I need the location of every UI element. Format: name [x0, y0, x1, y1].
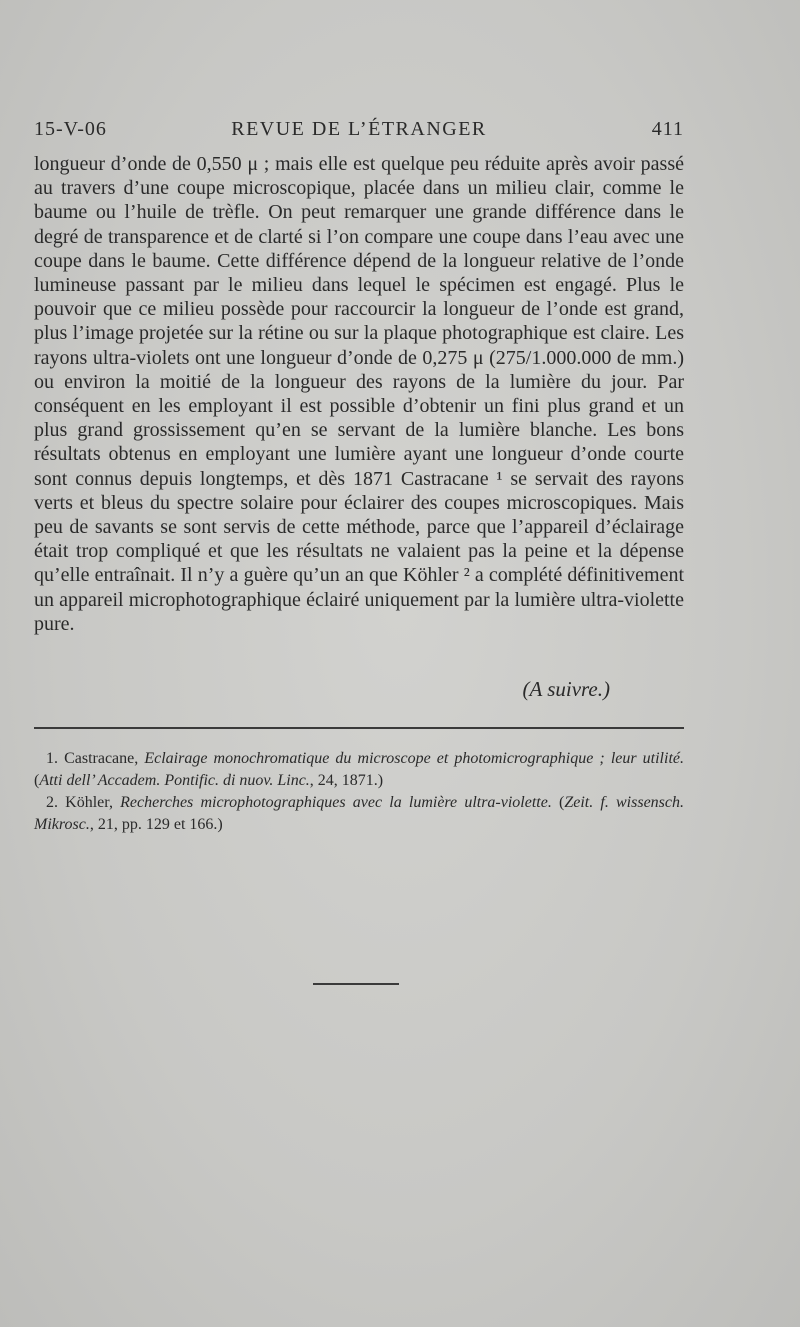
- footnote-number: 2.: [46, 794, 58, 811]
- footnote-title: Eclairage monochromatique du microscope et photomicrographique ; leur utilité.: [144, 750, 684, 767]
- header-date: 15-V-06: [34, 118, 107, 140]
- header-title: REVUE DE L’ÉTRANGER: [231, 118, 487, 140]
- footnote-author: Köhler,: [65, 794, 113, 811]
- footnote-source-title: Atti dell’ Accadem. Pontific. di nuov. Linc.: [39, 772, 310, 789]
- footnotes: [34, 748, 684, 836]
- footnote-divider: [34, 727, 684, 729]
- footnote-source-rest: , 21, pp. 129 et 166.): [89, 816, 223, 833]
- footnote-source-rest: , 24, 1871.): [309, 772, 384, 789]
- footnote-source-title: Zeit. f. wissensch. Mikrosc.: [34, 794, 685, 833]
- body-paragraph: longueur d’onde de 0,550 μ ; mais elle est quelque peu réduite après avoir passé au travers d’une coupe microscopique, placée dans un milieu clair, comme le baume ou l’huile de trèfle. On peut remarquer une grande différence dans le degré de transparence et de clarté si l’on compare une coupe dans l’eau avec une coupe dans le baume. Cette différence dépend de la longueur relative de l’onde lumineuse passant par le milieu dans lequel le spécimen est engagé. Plus le pouvoir que ce milieu possède pour raccourcir la longueur de l’onde est grand, plus l’image projetée sur la rétine ou sur la plaque photographique est claire. Les rayons ultra-violets ont une longueur d’onde de 0,275 μ (275/1.000.000 de mm.) ou environ la moitié de la longueur des rayons de la lumière du jour. Par conséquent en les employant il est possible d’obtenir un fini plus grand et un plus grand grossissement qu’en se servant de la lumière blanche. Les bons résultats obtenus en employant une lumière ayant une longueur d’onde courte sont connus depuis longtemps, et dès 1871 Castracane ¹ se servait des rayons verts et bleus du spectre solaire pour éclairer des coupes microscopiques. Mais peu de savants se sont servis de cette méthode, parce que l’appareil d’éclairage était trop compliqué et que les résultats ne valaient pas la peine et la dépense qu’elle entraînait. Il n’y a guère qu’un an que Köhler ² a complété définitivement un appareil microphotographique éclairé uniquement par la lumière ultra-violette pure.: [34, 153, 684, 635]
- footnote-2: [34, 792, 684, 836]
- footnote-author: Castracane,: [64, 750, 139, 767]
- page-number: 411: [651, 118, 684, 140]
- footnote-source-open: (: [34, 772, 40, 789]
- section-end-rule: [313, 983, 399, 985]
- footnote-title: Recherches microphotographiques avec la lumière ultra-violette.: [120, 794, 552, 811]
- main-text: [34, 152, 684, 636]
- running-header: [34, 118, 684, 148]
- continued-note: (A suivre.): [522, 677, 610, 701]
- footnote-number: 1.: [46, 750, 58, 767]
- footnote-1: [34, 748, 684, 792]
- footnote-source-open: (: [551, 794, 565, 811]
